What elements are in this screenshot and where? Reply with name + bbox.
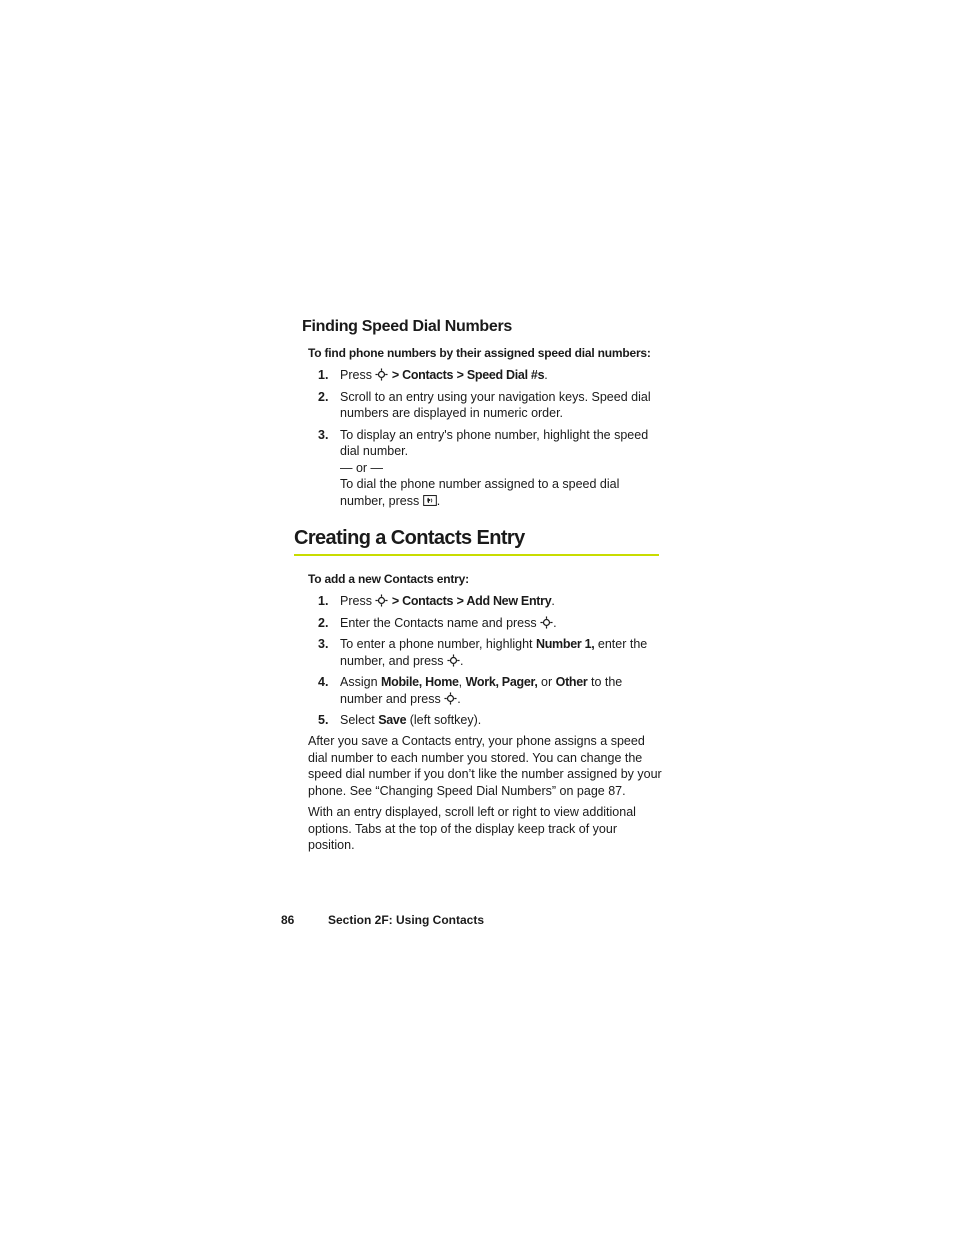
section-heading-creating-entry: Creating a Contacts Entry	[294, 527, 659, 556]
talk-key-icon	[423, 495, 437, 506]
paragraph: With an entry displayed, scroll left or right to view additional options. Tabs at the top of the display keep track of your position.	[308, 805, 636, 852]
paragraph: After you save a Contacts entry, your phone assigns a speed dial number to each number you stored. You can change the speed dial number if you don’t like the number assigned by your phone. See “Changing Speed Dial Numbers” on page 87.	[308, 734, 662, 798]
speed-dial-lead: To find phone numbers by their assigned speed dial numbers:	[308, 346, 651, 360]
list-item: 2. Scroll to an entry using your navigation keys. Speed dial numbers are displayed in numeric order.	[318, 389, 651, 420]
nav-key-icon	[375, 594, 388, 607]
nav-key-icon	[375, 368, 388, 381]
list-item: 3. To display an entry's phone number, highlight the speed dial number. — or — To dial the phone number assigned to a speed dial number, press .	[318, 427, 649, 508]
creating-steps	[318, 593, 663, 734]
list-item: 5. Select Save (left softkey).	[318, 713, 482, 727]
nav-key-icon	[540, 616, 553, 629]
list-item: 3. To enter a phone number, highlight Number 1, enter the number, and press .	[318, 637, 648, 668]
nav-key-icon	[447, 654, 460, 667]
nav-key-icon	[444, 692, 457, 705]
speed-dial-steps	[318, 367, 663, 514]
list-item: 2. Enter the Contacts name and press .	[318, 615, 557, 630]
list-item: 1. Press > Contacts > Add New Entry.	[318, 594, 555, 608]
section-heading-speed-dial: Finding Speed Dial Numbers	[302, 318, 513, 335]
page-number: 86	[281, 913, 295, 927]
list-item: 4. Assign Mobile, Home, Work, Pager, or Other to the number and press .	[318, 675, 623, 706]
list-item: 1. Press > Contacts > Speed Dial #s.	[318, 368, 548, 382]
footer-section: Section 2F: Using Contacts	[328, 913, 485, 927]
creating-lead: To add a new Contacts entry:	[308, 572, 469, 586]
